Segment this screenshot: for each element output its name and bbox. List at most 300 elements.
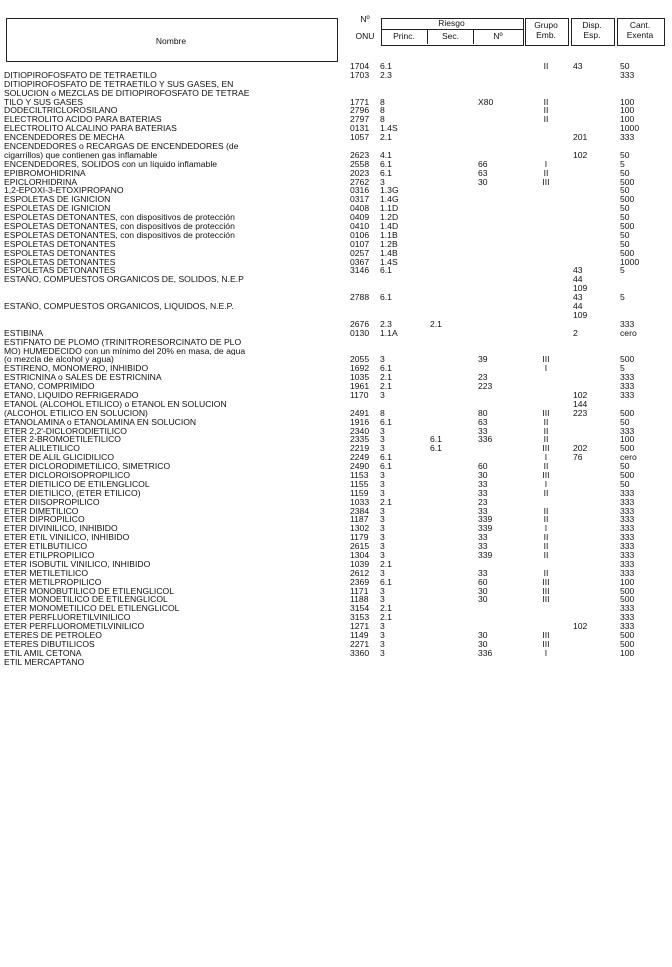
grupo-cell: I: [544, 523, 548, 534]
cant-cell: 50: [620, 478, 630, 489]
cant-cell: 333: [620, 372, 635, 383]
cant-cell: 333: [620, 612, 635, 623]
un-cell: 1057: [350, 132, 370, 143]
cant-cell: 50: [620, 238, 630, 249]
table-row: [0, 115, 672, 124]
name-cell: ETERES DIBUTILICOS: [4, 639, 95, 649]
name-cell: ESTAÑO, COMPUESTOS ORGANICOS, LIQUIDOS, N.E.P.: [4, 302, 234, 311]
princ-cell: 3: [380, 469, 385, 480]
princ-cell: 3: [380, 443, 385, 454]
cant-cell: 50: [620, 167, 630, 178]
name-cell: ETANO, COMPRIMIDO: [4, 382, 95, 391]
grupo-cell: II: [543, 167, 549, 178]
riesgo-no-cell: 30: [478, 630, 488, 640]
cant-cell: 5: [620, 265, 625, 276]
princ-cell: 1.1A: [380, 327, 398, 338]
un-cell: 3153: [350, 612, 370, 623]
grupo-cell: III: [542, 594, 550, 605]
table-row: [0, 471, 672, 480]
table-row: [0, 498, 672, 507]
name-cell: ETERES DE PETROLEO: [4, 631, 102, 640]
princ-cell: 3: [380, 532, 385, 543]
cant-cell: 333: [620, 621, 635, 632]
grupo-cell: II: [543, 461, 549, 472]
table-row: [0, 133, 672, 142]
cant-cell: 5: [620, 363, 625, 374]
riesgo-no-cell: 80: [478, 407, 488, 418]
name-cell: ETER ISOBUTIL VINILICO, INHIBIDO: [4, 559, 151, 569]
un-cell: 1703: [350, 69, 370, 80]
name-cell: DODECILTRICLOROSILANO: [4, 106, 118, 116]
un-cell: 0367: [350, 256, 370, 267]
cant-cell: 50: [620, 203, 630, 214]
un-cell: 1692: [350, 363, 370, 374]
table-row: [0, 169, 672, 178]
un-cell: 3146: [350, 265, 370, 276]
un-cell: 1035: [350, 372, 370, 383]
disp-cell: 144: [573, 398, 588, 409]
name-cell: EPICLORHIDRINA: [4, 177, 78, 187]
nombre-header: Nombre: [155, 36, 187, 46]
name-cell: ETER ETILBUTILICO: [4, 542, 88, 551]
cant-cell: 500: [620, 176, 635, 187]
grupo-cell: II: [543, 487, 549, 498]
table-row: [0, 204, 672, 213]
princ-cell: 2.1: [380, 603, 392, 614]
riesgo-no-cell: 30: [478, 638, 488, 649]
name-cell: ETER DICLOROISOPROPILICO: [4, 470, 131, 480]
grupo-cell: I: [544, 158, 548, 169]
table-row: [0, 275, 672, 284]
princ-cell: 2.1: [380, 132, 392, 143]
un-cell: 0408: [350, 203, 370, 214]
riesgo-no-cell: 30: [478, 176, 488, 187]
riesgo-no-cell: 33: [478, 505, 488, 516]
cant-cell: 100: [620, 105, 635, 116]
un-cell: 1304: [350, 549, 370, 560]
princ-cell: 3: [380, 567, 385, 578]
princ-cell: 3: [380, 487, 385, 498]
table-row: [0, 266, 672, 275]
table-row: [0, 373, 672, 382]
disp-cell: 102: [573, 389, 588, 400]
name-cell: ESPOLETAS DE IGNICION: [4, 204, 111, 214]
name-cell: ENCENDEDORES o RECARGAS DE ENCENDEDORES (de: [4, 142, 239, 151]
un-cell: 2797: [350, 114, 370, 125]
princ-cell: 6.1: [380, 576, 392, 587]
cant-cell: 333: [620, 487, 635, 498]
name-cell: ESPOLETAS DETONANTES, con dispositivos de protección: [4, 222, 235, 231]
sec-cell: 2.1: [430, 318, 442, 329]
name-cell: ENCENDEDORES, SOLIDOS con un líquido inflamable: [4, 159, 218, 169]
disp-cell: 44: [573, 274, 583, 285]
table-row: [0, 142, 672, 151]
un-cell: 3360: [350, 647, 370, 658]
name-cell: ETER ETIL VINILICO, INHIBIDO: [4, 533, 130, 543]
grupo-cell: I: [544, 478, 548, 489]
princ-cell: 3: [380, 176, 385, 187]
un-cell: 2340: [350, 425, 370, 436]
un-cell: 2490: [350, 461, 370, 472]
grupo-cell: II: [543, 514, 549, 525]
name-cell: DITIOPIROFOSFATO DE TETRAETILO: [4, 70, 157, 80]
un-cell: 2491: [350, 407, 370, 418]
cant-cell: 500: [620, 443, 635, 454]
table-header: [0, 0, 672, 62]
un-cell: 2271: [350, 638, 370, 649]
grupo-cell: III: [542, 585, 550, 596]
table-body: [0, 62, 672, 667]
table-row: [0, 338, 672, 347]
table-row: [0, 160, 672, 169]
name-cell: ESTAÑO, COMPUESTOS ORGANICOS DE, SOLIDOS, N.E.P: [4, 275, 244, 285]
grupo-cell: I: [544, 647, 548, 658]
cant-cell: 100: [620, 114, 635, 125]
princ-cell: 2.3: [380, 69, 392, 80]
cant-cell: 100: [620, 434, 635, 445]
name-cell: ETER DIETILICO DE ETILENGLICOL: [4, 479, 150, 489]
grupo-cell: II: [543, 541, 549, 552]
cant-cell: 500: [620, 630, 635, 640]
princ-cell: 3: [380, 647, 385, 658]
name-cell: SOLUCION o MEZCLAS DE DITIOPIROFOSFATO DE TETRAE: [4, 88, 250, 98]
table-row: [0, 400, 672, 409]
un-header-bottom: ONU: [355, 31, 375, 41]
table-row: [0, 515, 672, 524]
riesgo-no-cell: 30: [478, 594, 488, 605]
name-cell: ETER DICLORODIMETILICO, SIMETRICO: [4, 462, 171, 471]
cant-cell: 333: [620, 318, 635, 329]
un-cell: 0410: [350, 221, 370, 232]
table-row: [0, 578, 672, 587]
grupo-cell: II: [543, 61, 549, 71]
princ-cell: 3: [380, 638, 385, 649]
table-row: [0, 489, 672, 498]
princ-cell: 3: [380, 389, 385, 400]
grupo-cell: III: [542, 638, 550, 649]
no-header: Nº: [493, 31, 503, 41]
princ-cell: 6.1: [380, 461, 392, 472]
table-row: [0, 622, 672, 631]
princ-cell: 3: [380, 505, 385, 516]
name-cell: ETER ETILPROPILICO: [4, 550, 95, 560]
exenta-header: Exenta: [626, 30, 654, 40]
princ-cell: 3: [380, 425, 385, 436]
disp-cell: 43: [573, 61, 583, 71]
name-cell: (o mezcla de alcohol y agua): [4, 355, 114, 365]
princ-cell: 1.4S: [380, 123, 398, 134]
cant-cell: 5: [620, 158, 625, 169]
name-cell: ETER 2-BROMOETILETILICO: [4, 435, 121, 445]
riesgo-no-cell: 336: [478, 434, 493, 445]
riesgo-no-cell: 339: [478, 514, 493, 525]
grupo-cell: II: [543, 425, 549, 436]
name-cell: ETER DIPROPILICO: [4, 515, 85, 525]
princ-cell: 1.1B: [380, 229, 398, 240]
cant-cell: 50: [620, 212, 630, 223]
un-cell: 1039: [350, 558, 370, 569]
un-cell: 1153: [350, 469, 369, 480]
riesgo-no-cell: 66: [478, 158, 488, 169]
cant-cell: 50: [620, 416, 630, 427]
grupo-cell: III: [542, 407, 550, 418]
grupo-cell: II: [543, 416, 549, 427]
table-row: [0, 329, 672, 338]
table-row: [0, 480, 672, 489]
grupo-cell: I: [544, 452, 548, 463]
un-header-top: Nº: [360, 14, 370, 24]
name-cell: ETIL MERCAPTANO: [4, 657, 85, 667]
table-row: [0, 320, 672, 329]
table-row: [0, 151, 672, 160]
name-cell: ESPOLETAS DETONANTES, con dispositivos de protección: [4, 213, 235, 223]
disp-cell: 43: [573, 292, 583, 303]
sec-header: Sec.: [441, 31, 459, 41]
cant-cell: 333: [620, 425, 635, 436]
table-row: [0, 284, 672, 293]
princ-cell: 6.1: [380, 292, 392, 303]
un-cell: 1704: [350, 61, 370, 71]
un-cell: 1187: [350, 514, 369, 525]
princ-cell: 6.1: [380, 363, 392, 374]
un-cell: 0107: [350, 238, 370, 249]
table-row: [0, 355, 672, 364]
cant-cell: 333: [620, 514, 635, 525]
cant-cell: 333: [620, 567, 635, 578]
name-cell: ETER METILETILICO: [4, 568, 89, 578]
un-cell: 1179: [350, 532, 369, 543]
table-row: [0, 507, 672, 516]
un-cell: 3154: [350, 603, 370, 614]
disp-cell: 76: [573, 452, 583, 463]
table-row: [0, 106, 672, 115]
name-cell: ENCENDEDORES DE MECHA: [4, 133, 125, 143]
table-row: [0, 258, 672, 267]
cant-cell: 333: [620, 381, 635, 392]
name-cell: ETER DIMETILICO: [4, 506, 79, 516]
princ-cell: 6.1: [380, 158, 392, 169]
riesgo-no-cell: 63: [478, 416, 488, 427]
grupo-cell: III: [542, 576, 550, 587]
riesgo-no-cell: 336: [478, 647, 493, 658]
cant-cell: 100: [620, 647, 635, 658]
name-cell: ESPOLETAS DE IGNICION: [4, 195, 111, 205]
un-cell: 1271: [350, 621, 370, 632]
princ-cell: 3: [380, 514, 385, 525]
princ-cell: 3: [380, 354, 385, 365]
riesgo-no-cell: X80: [478, 96, 494, 107]
cant-cell: 500: [620, 221, 635, 232]
princ-cell: 3: [380, 541, 385, 552]
grupo-cell: I: [544, 363, 548, 374]
princ-cell: 4.1: [380, 149, 392, 160]
riesgo-no-cell: 33: [478, 532, 488, 543]
un-cell: 2055: [350, 354, 370, 365]
cant-cell: cero: [620, 327, 637, 338]
princ-cell: 2.1: [380, 372, 392, 383]
riesgo-no-cell: 33: [478, 567, 488, 578]
grupo-cell: II: [543, 505, 549, 516]
princ-cell: 1.4B: [380, 247, 398, 258]
name-cell: ELECTROLITO ALCALINO PARA BATERIAS: [4, 124, 177, 134]
table-row: [0, 631, 672, 640]
grupo-cell: III: [542, 630, 550, 640]
name-cell: (ALCOHOL ETILICO EN SOLUCION): [4, 408, 148, 418]
un-cell: 1155: [350, 478, 369, 489]
grupo-cell: II: [543, 532, 549, 543]
princ-cell: 3: [380, 478, 385, 489]
cant-cell: 333: [620, 496, 635, 507]
name-cell: ESTIRENO, MONOMERO, INHIBIDO: [4, 364, 149, 374]
table-row: [0, 89, 672, 98]
name-cell: ESTRICNINA o SALES DE ESTRICNINA: [4, 373, 162, 383]
table-row: [0, 222, 672, 231]
name-cell: 1,2-EPOXI-3-ETOXIPROPANO: [4, 186, 124, 196]
un-cell: 2335: [350, 434, 370, 445]
princ-cell: 3: [380, 523, 385, 534]
cant-cell: 333: [620, 603, 635, 614]
name-cell: ETER MONOETILICO DE ETILENGLICOL: [4, 595, 168, 605]
princ-cell: 3: [380, 621, 385, 632]
un-cell: 2369: [350, 576, 370, 587]
un-cell: 1188: [350, 594, 369, 605]
table-row: [0, 453, 672, 462]
disp-cell: 201: [573, 132, 588, 143]
name-cell: ESPOLETAS DETONANTES: [4, 239, 116, 249]
riesgo-no-cell: 339: [478, 523, 493, 534]
table-row: [0, 604, 672, 613]
table-row: [0, 347, 672, 356]
table-row: [0, 240, 672, 249]
princ-header: Princ.: [393, 31, 415, 41]
table-row: [0, 462, 672, 471]
riesgo-header: Riesgo: [438, 18, 465, 28]
table-row: [0, 71, 672, 80]
table-row: [0, 587, 672, 596]
table-row: [0, 542, 672, 551]
un-cell: 0106: [350, 229, 370, 240]
name-cell: ESTIBINA: [4, 328, 44, 338]
table-row: [0, 435, 672, 444]
table-row: [0, 533, 672, 542]
princ-cell: 8: [380, 114, 385, 125]
table-row: [0, 293, 672, 302]
princ-cell: 2.1: [380, 381, 392, 392]
cant-cell: 500: [620, 247, 635, 258]
princ-cell: 8: [380, 105, 385, 116]
table-row: [0, 427, 672, 436]
grupo-cell: II: [543, 434, 549, 445]
riesgo-no-cell: 30: [478, 469, 488, 480]
table-row: [0, 409, 672, 418]
name-cell: ESPOLETAS DETONANTES: [4, 248, 116, 258]
cant-cell: 333: [620, 69, 635, 80]
cant-cell: 50: [620, 461, 630, 472]
cant-cell: 5: [620, 292, 625, 303]
cant-cell: 500: [620, 638, 635, 649]
grupo-header: Grupo: [534, 20, 558, 30]
princ-cell: 8: [380, 96, 385, 107]
cant-cell: 500: [620, 585, 635, 596]
un-cell: 2762: [350, 176, 370, 187]
table-row: [0, 613, 672, 622]
cant-cell: 500: [620, 594, 635, 605]
riesgo-no-cell: 60: [478, 576, 488, 587]
name-cell: ETER DE ALIL GLICIDILICO: [4, 453, 115, 463]
table-row: [0, 640, 672, 649]
grupo-cell: II: [543, 96, 549, 107]
princ-cell: 2.1: [380, 496, 392, 507]
un-cell: 1149: [350, 630, 369, 640]
table-row: [0, 178, 672, 187]
princ-cell: 3: [380, 549, 385, 560]
disp-cell: 2: [573, 327, 578, 338]
name-cell: ETANOL (ALCOHOL ETILICO) o ETANOL EN SOLUCION: [4, 399, 227, 409]
cant-cell: 1000: [620, 256, 640, 267]
table-row: [0, 560, 672, 569]
princ-cell: 2.3: [380, 318, 392, 329]
riesgo-no-cell: 63: [478, 167, 488, 178]
cant-cell: 500: [620, 469, 635, 480]
riesgo-no-cell: 30: [478, 585, 488, 596]
un-cell: 2623: [350, 149, 370, 160]
disp-cell: 102: [573, 149, 588, 160]
name-cell: ETER ALILETILICO: [4, 444, 80, 454]
princ-cell: 6.1: [380, 167, 392, 178]
cant-cell: 50: [620, 229, 630, 240]
table-row: [0, 569, 672, 578]
un-cell: 1771: [350, 96, 370, 107]
disp-cell: 109: [573, 309, 588, 320]
disp-header: Disp.: [582, 20, 602, 30]
un-cell: 0131: [350, 123, 370, 134]
princ-cell: 6.1: [380, 61, 392, 71]
cant-cell: 333: [620, 132, 635, 143]
cant-cell: 50: [620, 149, 630, 160]
disp-cell: 44: [573, 301, 583, 312]
un-cell: 0257: [350, 247, 370, 258]
princ-cell: 6.1: [380, 265, 392, 276]
un-cell: 0130: [350, 327, 370, 338]
name-cell: ETER DIVINILICO, INHIBIDO: [4, 524, 118, 534]
grupo-cell: II: [543, 549, 549, 560]
cant-cell: 500: [620, 194, 635, 205]
name-cell: ETANO, LIQUIDO REFRIGERADO: [4, 390, 139, 400]
name-cell: MO) HUMEDECIDO con un mínimo del 20% en masa, de agua: [4, 346, 246, 356]
riesgo-no-cell: 33: [478, 425, 488, 436]
name-cell: ETER MONOBUTILICO DE ETILENGLICOL: [4, 586, 174, 596]
un-cell: 1033: [350, 496, 370, 507]
cant-cell: 1000: [620, 123, 640, 134]
name-cell: ETER DIISOPROPILICO: [4, 497, 100, 507]
cant-cell: 333: [620, 523, 635, 534]
un-cell: 1302: [350, 523, 370, 534]
cant-header: Cant.: [629, 20, 651, 30]
table-row: [0, 80, 672, 89]
princ-cell: 3: [380, 630, 385, 640]
un-cell: 2384: [350, 505, 370, 516]
cant-cell: 333: [620, 541, 635, 552]
princ-cell: 8: [380, 407, 385, 418]
cant-cell: 100: [620, 576, 635, 587]
name-cell: ETER 2,2'-DICLORODIETILICO: [4, 426, 127, 436]
table-row: [0, 595, 672, 604]
grupo-cell: II: [543, 567, 549, 578]
table-row: [0, 302, 672, 311]
princ-cell: 1.1D: [380, 203, 399, 214]
name-cell: ETER MONOMETILICO DEL ETILENGLICOL: [4, 604, 180, 614]
table-row: [0, 391, 672, 400]
